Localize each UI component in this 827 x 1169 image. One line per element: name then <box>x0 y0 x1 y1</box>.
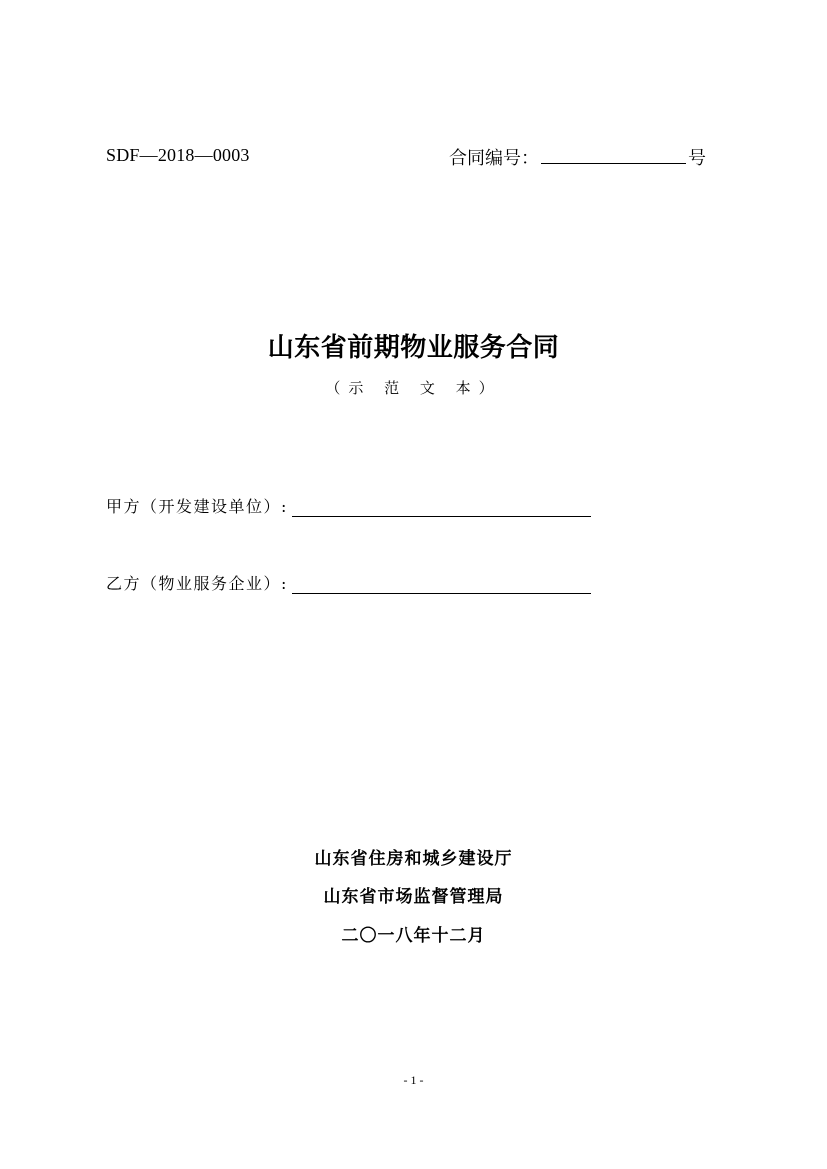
party-a-field <box>106 494 591 517</box>
contract-number-label: 合同编号： <box>449 148 539 169</box>
page-number: - 1 - <box>403 1073 424 1087</box>
contract-number-suffix: 号 <box>688 148 706 169</box>
issuer-line-1: 山东省住房和城乡建设厅 <box>314 849 513 869</box>
party-b-field <box>106 571 591 594</box>
party-b-blank[interactable] <box>292 575 591 594</box>
document-title: 山东省前期物业服务合同 <box>267 333 560 363</box>
contract-number-blank[interactable] <box>541 147 686 164</box>
document-subtitle: （示 范 文 本） <box>325 379 502 397</box>
party-b-label: 乙方（物业服务企业）: <box>106 574 288 593</box>
contract-number-field <box>449 144 706 170</box>
party-a-blank[interactable] <box>292 498 591 517</box>
issuer-line-2: 山东省市场监督管理局 <box>323 887 504 907</box>
document-code: SDF—2018—0003 <box>106 145 250 165</box>
issue-date: 二〇一八年十二月 <box>341 926 486 946</box>
party-a-label: 甲方（开发建设单位）: <box>106 497 288 516</box>
